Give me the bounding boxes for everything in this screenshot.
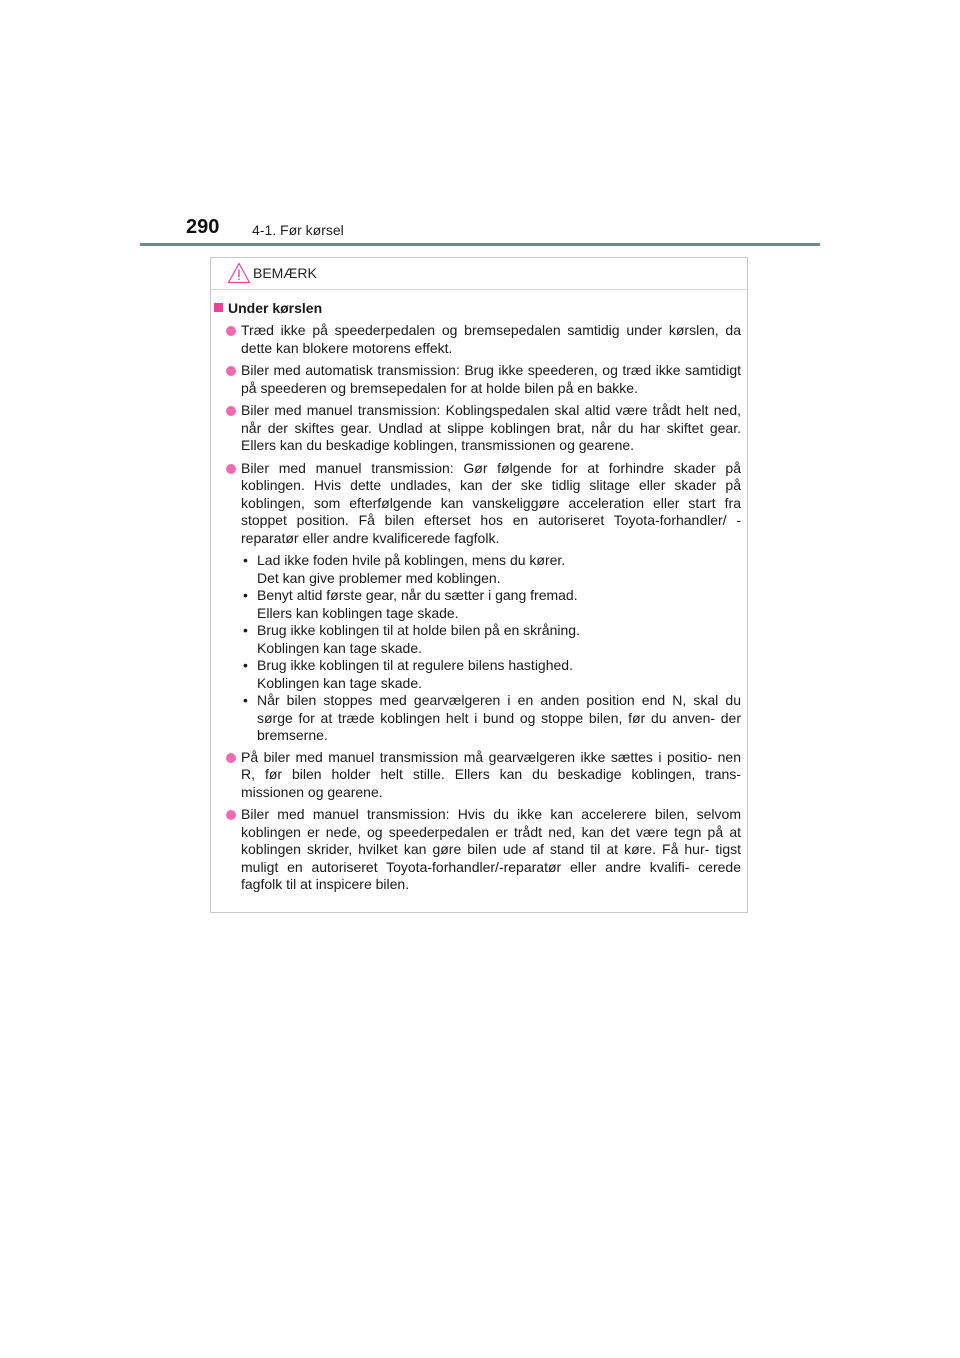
round-bullet-icon [226, 366, 236, 376]
round-bullet-icon [226, 464, 236, 474]
sub-list-item-note: Koblingen kan tage skade. [257, 674, 423, 691]
sub-list-item-text: Når bilen stoppes med gearvælgeren i en anden position end N, skal du sørge for at træde koblingen helt i bund og stoppe bilen, før du anven- der bremserne. [257, 692, 741, 743]
round-bullet-icon [226, 753, 236, 763]
list-item [211, 749, 747, 802]
sub-list-item-note: Det kan give problemer med koblingen. [257, 569, 501, 586]
sub-list [211, 552, 747, 745]
sub-list-item [243, 692, 741, 745]
list-item-text: Biler med automatisk transmission: Brug ikke speederen, og træd ikke samtidigt på speederen og bremsepedalen for at holde bilen på en bakke. [241, 362, 741, 396]
sub-heading [211, 300, 747, 318]
notice-label: BEMÆRK [253, 265, 317, 281]
warning-triangle-icon [227, 262, 251, 284]
sub-heading-text: Under kørslen [228, 300, 323, 316]
list-item [211, 362, 747, 397]
notice-header [211, 258, 747, 290]
sub-list-item-text: Brug ikke koblingen til at regulere bilens hastighed. [257, 657, 573, 673]
list-item [211, 322, 747, 357]
list-item-text: Træd ikke på speederpedalen og bremsepedalen samtidig under kørslen, da dette kan blokere motorens effekt. [241, 322, 741, 356]
list-item-text: På biler med manuel transmission må gearvælgeren ikke sættes i positio- nen R, før bilen holder helt stille. Ellers kan du beskadige koblingen, trans- missionen og gearene. [241, 748, 741, 800]
sub-list-item-text: Brug ikke koblingen til at holde bilen på en skråning. [257, 622, 580, 638]
list-item-text: Biler med manuel transmission: Koblingspedalen skal altid være trådt helt ned, når der skiftes gear. Undlad at slippe koblingen brat, når du har skiftet gear. Ellers kan du beskadige koblingen, transmissionen og gearene. [241, 402, 741, 453]
list-item-text: Biler med manuel transmission: Gør følgende for at forhindre skader på koblingen. Hvis dette undlades, kan der ske tidlig slitage eller skader på koblingen, som efterfølgende kan vanskeliggøre acceleration eller start fra stoppet position. Få bilen efterset hos en autoriseret Toyota-forhandler/ -reparatør eller andre kvalificerede fagfolk. [241, 459, 741, 546]
notice-body [211, 300, 747, 899]
sub-list-item [243, 587, 741, 622]
sub-list-item-note: Ellers kan koblingen tage skade. [257, 604, 459, 621]
sub-list-item [243, 552, 741, 587]
round-bullet-icon [226, 406, 236, 416]
notice-items [211, 322, 747, 894]
sub-list-item-text: Benyt altid første gear, når du sætter i gang fremad. [257, 587, 578, 603]
round-bullet-icon [226, 326, 236, 336]
sub-list-item-text: Lad ikke foden hvile på koblingen, mens du kører. [257, 552, 566, 568]
round-bullet-icon [226, 810, 236, 820]
square-bullet-icon [214, 303, 223, 312]
page-number: 290 [186, 216, 220, 238]
sub-list-item [243, 657, 741, 692]
notice-box [210, 257, 748, 913]
sub-bullet: • [243, 587, 248, 603]
sub-list-item-note: Koblingen kan tage skade. [257, 639, 423, 656]
list-item [211, 460, 747, 548]
sub-bullet: • [243, 622, 248, 638]
list-item [211, 806, 747, 894]
sub-bullet: • [243, 552, 248, 568]
list-item [211, 402, 747, 455]
sub-bullet: • [243, 692, 248, 708]
list-item-text: Biler med manuel transmission: Hvis du ikke kan accelerere bilen, selvom koblingen er nede, og speederpedalen er trådt ned, kan det være tegn på at koblingen skrider, hvilket kan gøre bilen ude af stand til at køre. Få hur- tigst muligt en autoriseret Toyota-forhandler/-reparatør eller andre kvalifi- cerede fagfolk til at inspicere bilen. [241, 806, 741, 892]
section-title: 4-1. Før kørsel [252, 222, 344, 238]
sub-bullet: • [243, 657, 248, 673]
header-rule [140, 243, 820, 246]
sub-list-item [243, 622, 741, 657]
